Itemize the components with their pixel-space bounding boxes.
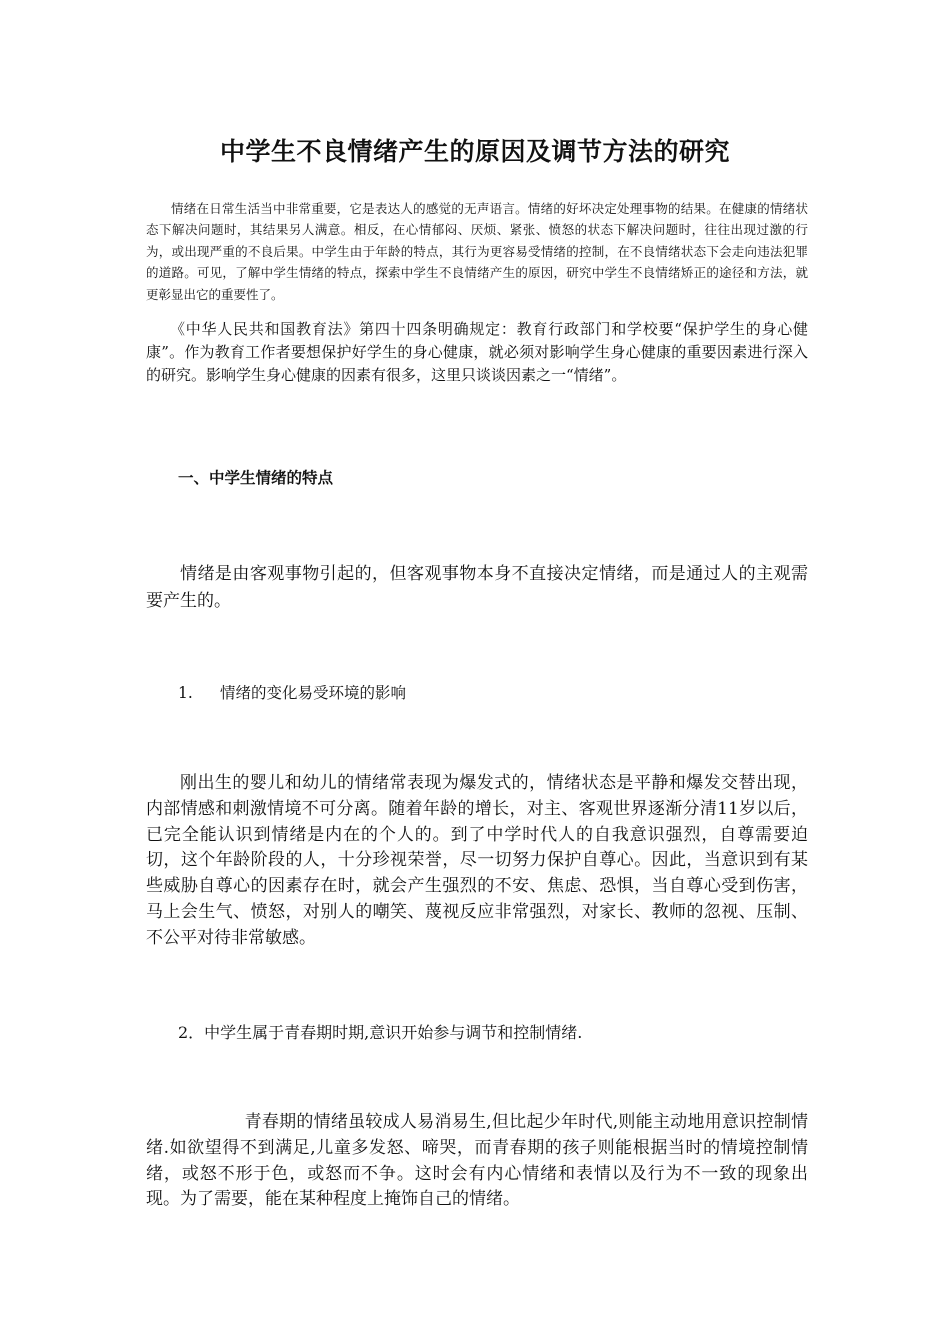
section-heading-characteristics: 一、中学生情绪的特点 [178,469,334,487]
intro-paragraph: 情绪在日常生活当中非常重要，它是表达人的感觉的无声语言。情绪的好坏决定处理事物的结果。在健康的情绪状态下解决问题时，其结果另人满意。相反，在心情郁闷、厌烦、紧张、愤怒的状态下解决问题时，往往出现过激的行为，或出现严重的不良后果。中学生由于年龄的特点，其行为更容易受情绪的控制，在不良情绪状态下会走向违法犯罪的道路。可见，了解中学生情绪的特点，探索中学生不良情绪产生的原因，研究中学生不良情绪矫正的途径和方法，就更彰显出它的重要性了。 [146,201,808,302]
adolescence-paragraph: 青春期的情绪虽较成人易消易生,但比起少年时代,则能主动地用意识控制情绪.如欲望得不到满足,儿童多发怒、啼哭，而青春期的孩子则能根据当时的情境控制情绪，或怒不形于色，或怒而不争。这时会有内心情绪和表情以及行为不一致的现象出现。为了需要，能在某种程度上掩饰自己的情绪。 [146,1112,808,1210]
subheading-text: 情绪的变化易受环境的影响 [220,684,407,702]
environment-paragraph: 刚出生的婴儿和幼儿的情绪常表现为爆发式的，情绪状态是平静和爆发交替出现，内部情感和刺激情境不可分离。随着年龄的增长，对主、客观世界逐渐分清11岁以后，已完全能认识到情绪是内在的个人的。到了中学时代人的自我意识强烈，自尊需要迫切，这个年龄阶段的人，十分珍视荣誉，尽一切努力保护自尊心。因此，当意识到有某些威胁自尊心的因素存在时，就会产生强烈的不安、焦虑、恐惧，当自尊心受到伤害，马上会生气、愤怒，对别人的嘲笑、蔑视反应非常强烈，对家长、教师的忽视、压制、不公平对待非常敏感。 [146,773,808,948]
subheading-number: 1. [178,684,193,702]
section-paragraph: 情绪是由客观事物引起的，但客观事物本身不直接决定情绪，而是通过人的主观需要产生的。 [146,564,808,611]
law-paragraph: 《中华人民共和国教育法》第四十四条明确规定：教育行政部门和学校要“保护学生的身心健康”。作为教育工作者要想保护好学生的身心健康，就必须对影响学生身心健康的重要因素进行深入的研究。影响学生身心健康的因素有很多，这里只谈谈因素之一“情绪”。 [146,320,808,384]
subheading-adolescence: 2．中学生属于青春期时期,意识开始参与调节和控制情绪. [178,1023,583,1042]
subheading-environment-influence [178,681,406,703]
document-title: 中学生不良情绪产生的原因及调节方法的研究 [219,137,730,166]
